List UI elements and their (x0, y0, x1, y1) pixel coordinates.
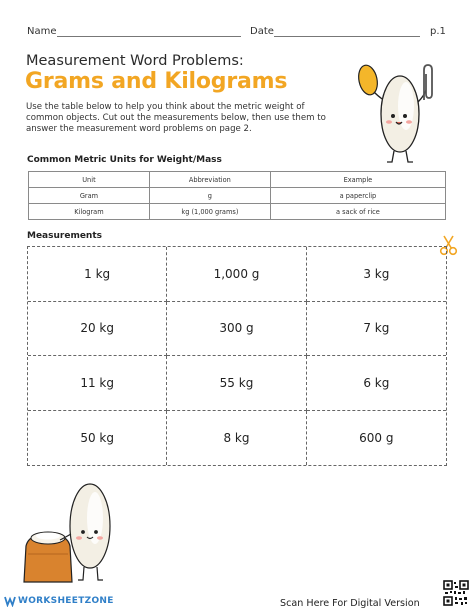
table-cell: a sack of rice (270, 204, 445, 220)
measurements-heading: Measurements (27, 231, 102, 241)
qr-code-icon[interactable] (443, 580, 469, 606)
worksheetzone-logo[interactable]: WORKSHEETZONE (18, 596, 114, 606)
measurement-card[interactable]: 11 kg (28, 356, 167, 411)
measurement-card[interactable]: 3 kg (307, 247, 446, 302)
scan-instruction: Scan Here For Digital Version (280, 598, 420, 609)
measurement-cards-grid (27, 246, 447, 466)
measurement-card[interactable]: 1,000 g (167, 247, 306, 302)
name-line[interactable] (57, 36, 241, 37)
rice-sack-icon (20, 474, 120, 586)
table-row (29, 188, 446, 204)
page-title-line1: Measurement Word Problems: (26, 53, 244, 69)
table-header-cell: Abbreviation (149, 172, 270, 188)
table-cell: kg (1,000 grams) (149, 204, 270, 220)
measurement-card[interactable]: 55 kg (167, 356, 306, 411)
table-header-cell: Unit (29, 172, 150, 188)
measurement-card[interactable]: 7 kg (307, 302, 446, 357)
table-header-row (29, 172, 446, 188)
worksheetzone-logo-icon (4, 595, 16, 607)
date-label: Date (250, 26, 274, 37)
measurement-card[interactable]: 1 kg (28, 247, 167, 302)
table-cell: g (149, 188, 270, 204)
table-row (29, 204, 446, 220)
date-line[interactable] (274, 36, 420, 37)
measurement-card[interactable]: 50 kg (28, 411, 167, 466)
measurement-card[interactable]: 600 g (359, 430, 394, 445)
table-cell: Gram (29, 188, 150, 204)
measurement-card[interactable]: 20 kg (28, 302, 167, 357)
units-table-heading: Common Metric Units for Weight/Mass (27, 155, 222, 165)
page-number: p.1 (430, 26, 446, 37)
table-cell: a paperclip (270, 188, 445, 204)
metric-units-table (28, 171, 446, 220)
measurement-card[interactable]: 300 g (167, 302, 306, 357)
name-label: Name (27, 26, 57, 37)
paperclip-icon (418, 62, 438, 104)
measurement-card[interactable]: 8 kg (167, 411, 306, 466)
table-cell: Kilogram (29, 204, 150, 220)
intro-paragraph: Use the table below to help you think about the metric weight of common objects. Cut out the measurements below, then use them to answer the measurement word problems on page 2. (26, 102, 326, 135)
page-title-line2: Grams and Kilograms (25, 69, 288, 94)
table-header-cell: Example (270, 172, 445, 188)
measurement-card[interactable]: 6 kg (307, 356, 446, 411)
